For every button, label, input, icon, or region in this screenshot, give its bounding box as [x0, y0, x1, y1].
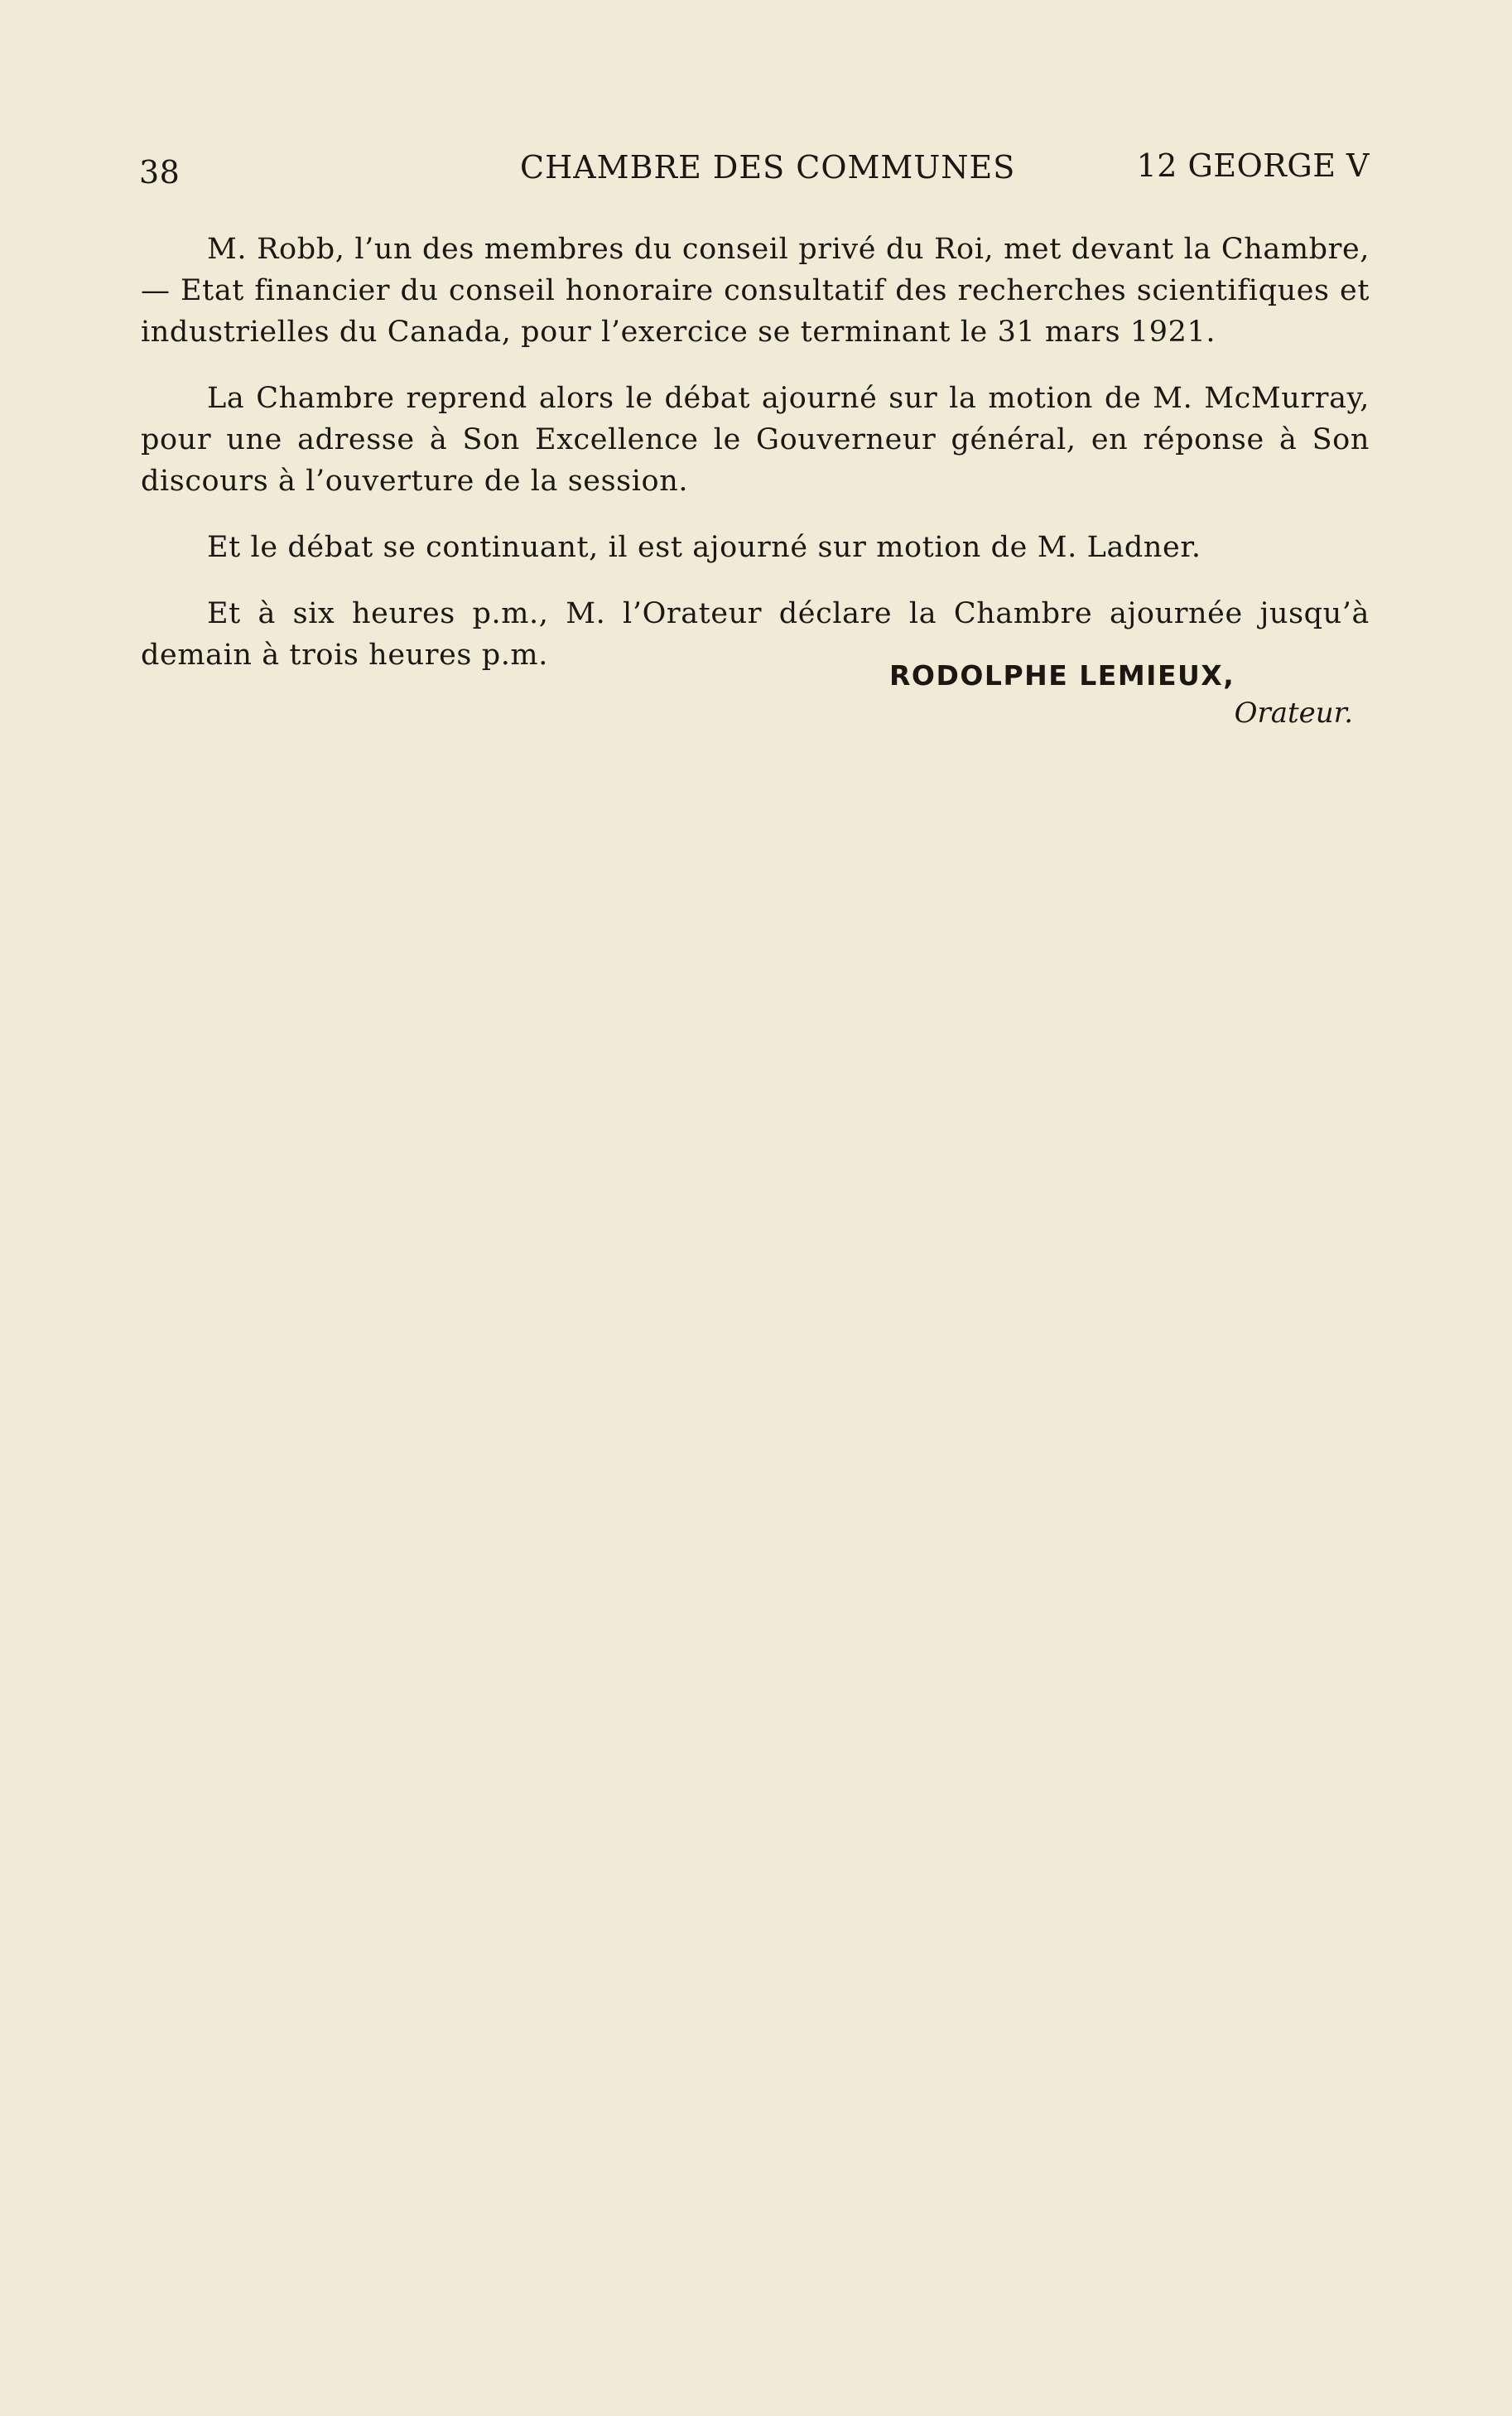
signature-block — [889, 659, 1353, 730]
paragraph-debate-adjourned: Et le débat se continuant, il est ajourné sur motion de M. Ladner. — [207, 531, 1201, 564]
speaker-title: Orateur. — [1234, 697, 1353, 730]
paragraph-financial-statement: M. Robb, l’un des membres du conseil privé du Roi, met devant la Chambre,— Etat financier du conseil honoraire consultatif des recherches scientifiques et industrielles du Canada, pour l’exercice se terminant le 31 mars 1921. — [141, 233, 1370, 349]
paragraph-house-adjourned: Et à six heures p.m., M. l’Orateur déclare la Chambre ajournée jusqu’à demain à trois heures p.m. — [141, 597, 1370, 672]
running-title: CHAMBRE DES COMMUNES — [520, 149, 1016, 186]
paragraph-debate-resumed: La Chambre reprend alors le débat ajourné sur la motion de M. McMurray, pour une adresse à Son Excellence le Gouverneur général, en réponse à Son discours à l’ouverture de la session. — [141, 382, 1370, 498]
page-number: 38 — [139, 154, 181, 190]
regnal-year: 12 GEORGE V — [1136, 147, 1370, 184]
speaker-name: RODOLPHE LEMIEUX, — [889, 659, 1235, 692]
journal-entries — [141, 229, 1370, 701]
page-header — [139, 146, 1370, 195]
